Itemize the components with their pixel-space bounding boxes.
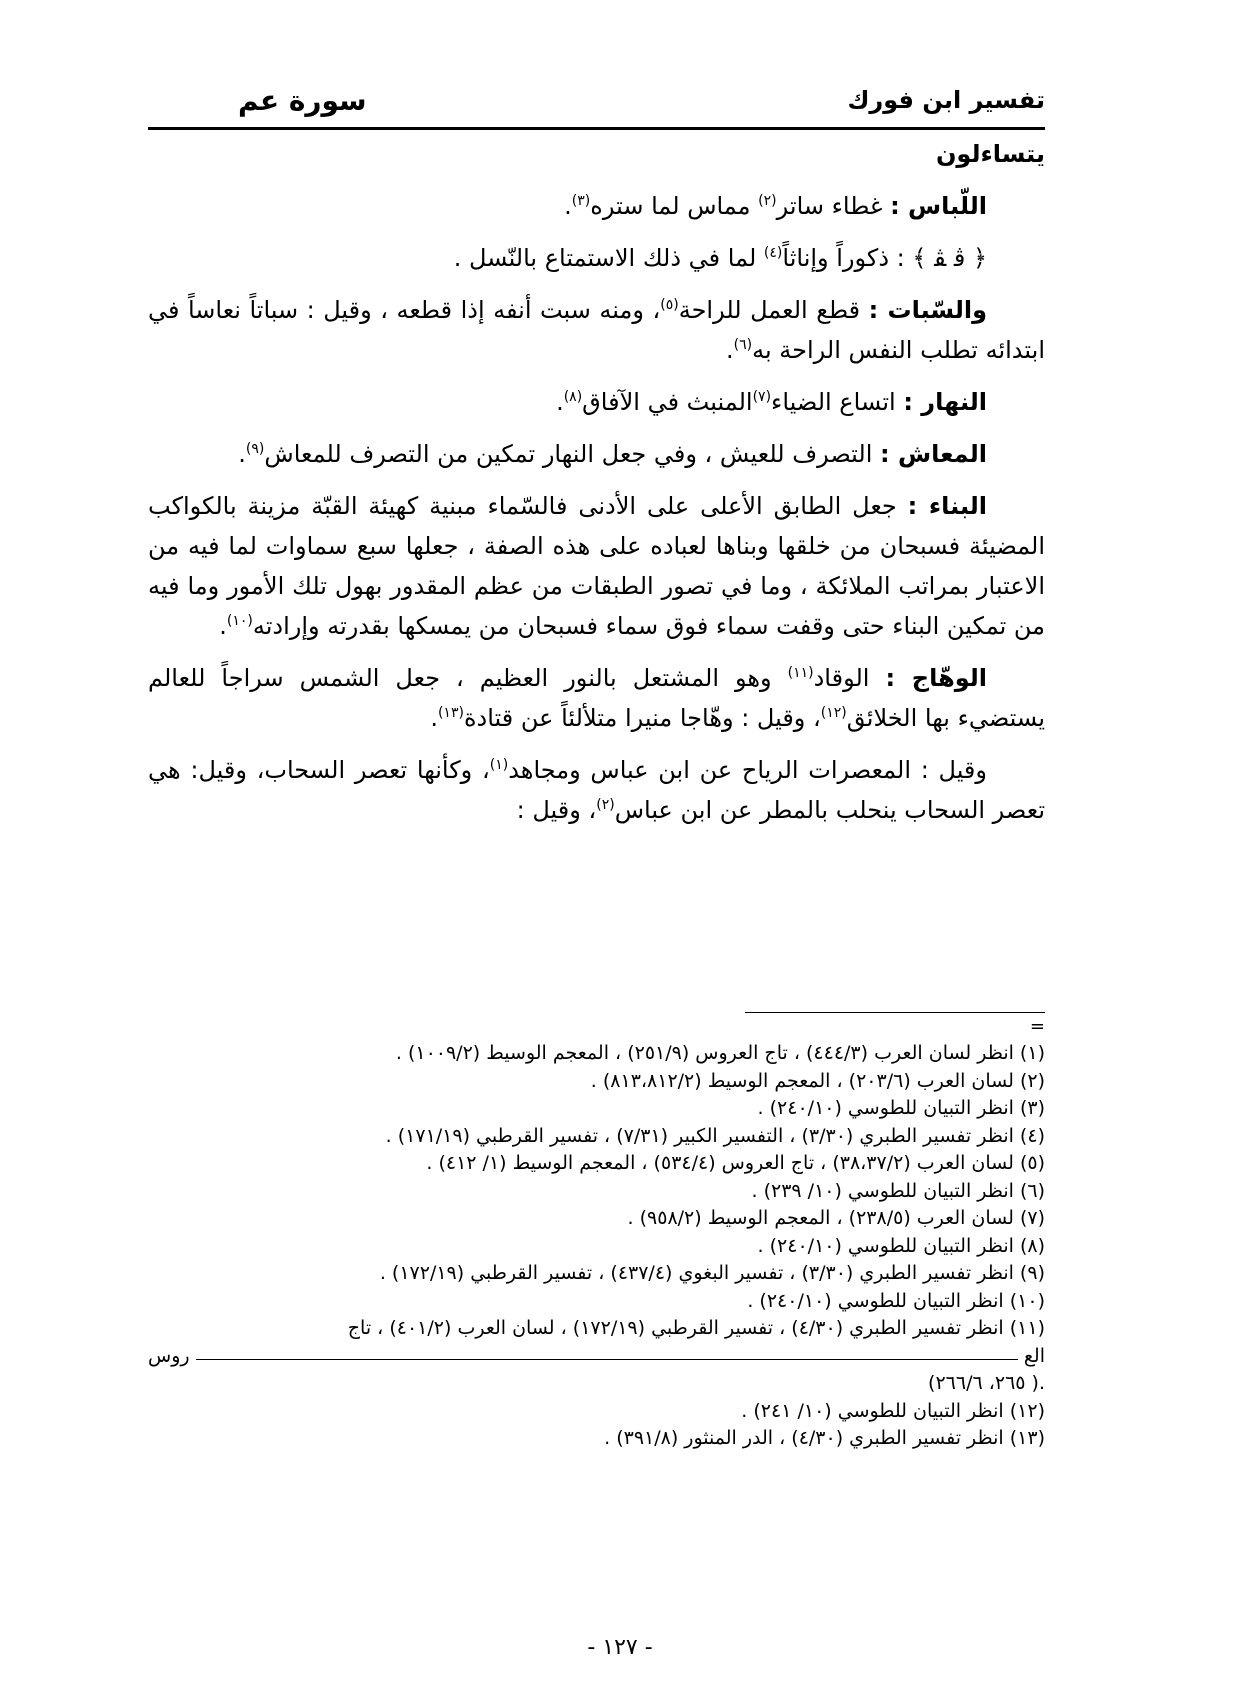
- footnote-8: (٨) انظر التبيان للطوسي (٢٤٠/١٠) .: [757, 1234, 1045, 1257]
- text: .: [219, 612, 227, 640]
- term-subat: والسّبات :: [868, 296, 987, 324]
- footnote-ref[interactable]: (١٣): [437, 705, 464, 721]
- footnote-11-continued: [148, 1343, 1045, 1371]
- footnote-ref[interactable]: (١٢): [820, 705, 847, 721]
- term-binaa: البناء :: [907, 492, 987, 520]
- paragraph-binaa: [148, 486, 1045, 646]
- term-maash: المعاش :: [880, 440, 987, 468]
- continued-word: يتساءلون: [935, 140, 1045, 168]
- footnote-ref[interactable]: (١١): [787, 665, 814, 681]
- paragraph-nahar: [148, 382, 1045, 422]
- text: : ذكوراً وإناثاً: [782, 244, 913, 272]
- footnote-11-fragment-start: الع: [1023, 1344, 1045, 1367]
- text: لما في ذلك الاستمتاع بالنّسل .: [453, 244, 764, 272]
- term-libas: اللّباس :: [890, 192, 987, 220]
- footnote-ref[interactable]: (٥): [660, 297, 679, 313]
- text: اتساع الضياء: [771, 388, 904, 416]
- page-number: - ١٢٧ -: [587, 1635, 653, 1660]
- footnote-10: (١٠) انظر التبيان للطوسي (٢٤٠/١٠) .: [747, 1289, 1045, 1312]
- text: ، وقيل :: [516, 796, 597, 824]
- text: ، وكأنها تعصر السحاب، وقيل: هي تعصر السحاب ينحلب بالمطر عن ابن عباس: [148, 756, 1045, 824]
- paragraph-muasirat: [148, 750, 1045, 830]
- footnote-6: (٦) انظر التبيان للطوسي (١٠/ ٢٣٩) .: [751, 1179, 1045, 1202]
- footnote-7: (٧) لسان العرب (٢٣٨/٥) ، المعجم الوسيط (٩٥٨/٢) .: [627, 1207, 1045, 1229]
- text: وقيل : المعصرات الرياح عن ابن عباس ومجاهد: [508, 756, 987, 784]
- paragraph-azwaj: [148, 238, 1045, 278]
- text: ، وقيل : وهّاجا منيرا متلألئاً عن قتادة: [463, 704, 821, 732]
- footnote-ref[interactable]: (٨): [563, 389, 583, 405]
- footnote-9: (٩) انظر تفسير الطبري (٣/٣٠) ، تفسير البغوي (٤٣٧/٤) ، تفسير القرطبي (١٧٢/١٩) .: [379, 1262, 1045, 1284]
- term-wahhaj: الوهّاج :: [885, 664, 988, 692]
- footnote-ref[interactable]: (١٠): [226, 613, 253, 629]
- footnote-13: (١٣) انظر تفسير الطبري (٤/٣٠) ، الدر المنثور (٣٩١/٨) .: [604, 1427, 1045, 1449]
- paragraph-wahhaj: [148, 658, 1045, 738]
- footnote-ref[interactable]: (٤): [763, 245, 783, 261]
- text: .: [238, 440, 246, 468]
- text: غطاء ساتر: [776, 192, 891, 220]
- term-nahar: النهار :: [903, 388, 987, 416]
- text: .: [725, 336, 734, 364]
- footnote-5: (٥) لسان العرب (٣٨،٣٧/٢) ، تاج العروس (٥٣٤/٤) ، المعجم الوسيط (١/ ٤١٢) .: [426, 1152, 1045, 1174]
- footnote-continuation-mark: =: [1029, 1016, 1045, 1037]
- text: الوقاد: [813, 664, 886, 692]
- text: .: [556, 388, 564, 416]
- paragraph-subat: [148, 290, 1045, 370]
- footnote-ref[interactable]: (٢): [758, 193, 777, 209]
- text: قطع العمل للراحة: [678, 296, 869, 324]
- text: .: [430, 704, 438, 732]
- text: وهو المشتعل بالنور العظيم ، جعل الشمس سراجاً للعالم يستضيء بها الخلائق: [148, 664, 1045, 732]
- footnote-4: (٤) انظر تفسير الطبري (٣/٣٠) ، التفسير الكبير (٧/٣١) ، تفسير القرطبي (١٧١/١٩) .: [385, 1124, 1045, 1147]
- footnote-separator: [745, 1012, 1045, 1013]
- paragraph-libas: [148, 186, 1045, 226]
- text: .: [564, 192, 572, 220]
- header-rule: [148, 127, 1045, 130]
- text: المنبث في الآفاق: [582, 388, 753, 416]
- footnote-12: (١٢) انظر التبيان للطوسي (١٠/ ٢٤١) .: [741, 1399, 1045, 1422]
- footnotes: [148, 1040, 1045, 1453]
- footnote-ref[interactable]: (٣): [571, 193, 591, 209]
- footnote-ref[interactable]: (٧): [752, 389, 772, 405]
- footnote-3: (٣) انظر التبيان للطوسي (٢٤٠/١٠) .: [757, 1097, 1045, 1119]
- paragraph-maash: [148, 434, 1045, 474]
- footnote-ref[interactable]: (١): [489, 757, 509, 773]
- footnote-11: (١١) انظر تفسير الطبري (٤/٣٠) ، تفسير القرطبي (١٧٢/١٩) ، لسان العرب (٤٠١/٢) ، تاج: [347, 1317, 1045, 1339]
- running-header-book-title: تفسير ابن فورك: [847, 86, 1045, 114]
- footnote-2: (٢) لسان العرب (٢٠٣/٦) ، المعجم الوسيط (٨١٣،٨١٢/٢) .: [590, 1069, 1045, 1092]
- text: التصرف للعيش ، وفي جعل النهار تمكين من التصرف للمعاش: [264, 440, 881, 468]
- footnote-11-fragment-end: روس: [148, 1344, 190, 1367]
- main-text: [148, 134, 1045, 830]
- running-header-surah: سورة عم: [238, 84, 367, 117]
- footnote-ref[interactable]: (٢): [596, 797, 615, 813]
- text: جعل الطابق الأعلى على الأدنى فالسّماء مبنية كهيئة القبّة مزينة بالكواكب المضيئة فسبحان من خلقها وبناها لعباده على هذه الصفة ، جعلها سبع سماوات لما فيه من الاعتبار بمراتب الملائكة ، وما في تصور الطبقات من عظم المقدور بهول تلك الأمور وما فيه من تمكين البناء حتى وقفت سماء فوق سماء فسبحان من يمسكها بقدرته وإرادته: [148, 492, 1045, 640]
- text: مماس لما ستره: [590, 192, 759, 220]
- quran-verse: ﴿ ﭬ ﭭ ﴾: [912, 244, 987, 272]
- footnote-11-end: .( ٢٦٥، ٢٦٦/٦): [928, 1372, 1045, 1394]
- footnote-ref[interactable]: (٩): [245, 441, 265, 457]
- footnote-ref[interactable]: (٦): [733, 337, 753, 353]
- text: ، ومنه سبت أنفه إذا قطعه ، وقيل : سباتاً نعاساً في ابتدائه تطلب النفس الراحة به: [148, 296, 1045, 364]
- footnote-1: (١) انظر لسان العرب (٤٤٤/٣) ، تاج العروس (٢٥١/٩) ، المعجم الوسيط (١٠٠٩/٢) .: [395, 1042, 1045, 1064]
- kashida-line: [196, 1359, 1018, 1360]
